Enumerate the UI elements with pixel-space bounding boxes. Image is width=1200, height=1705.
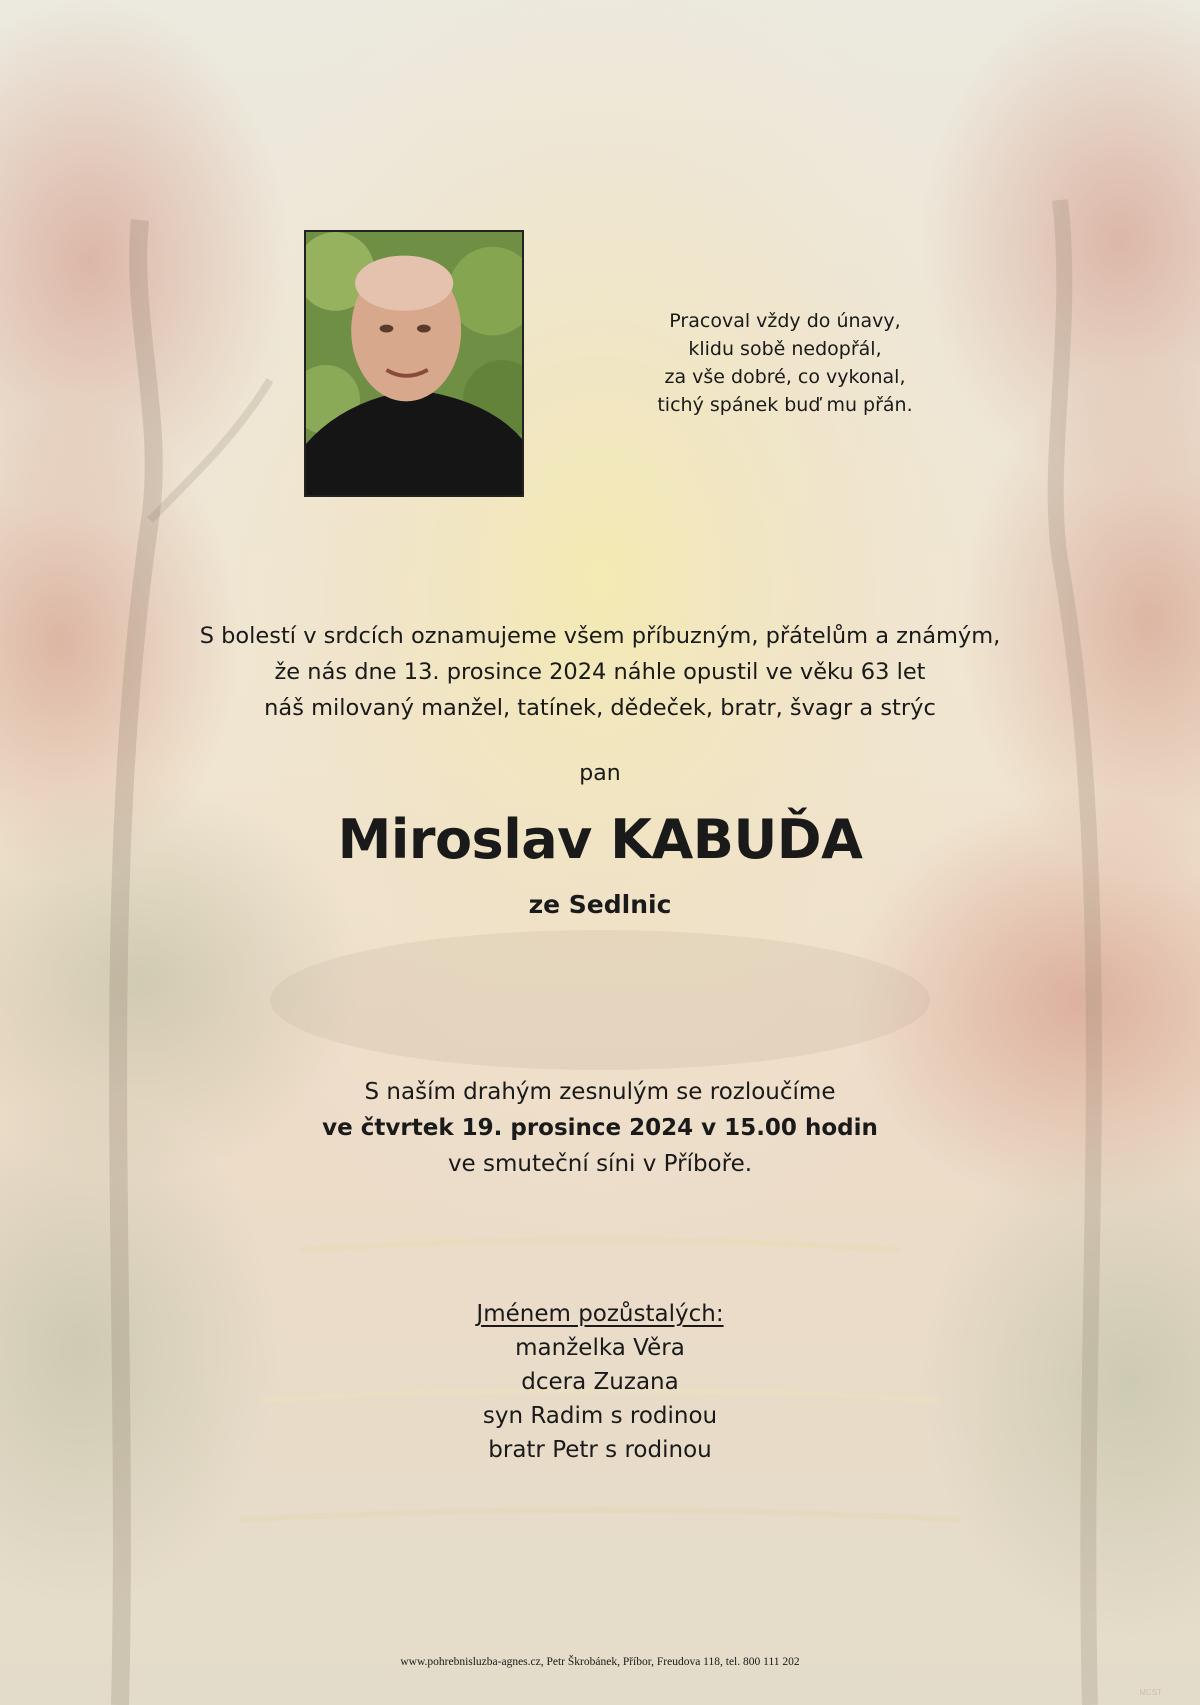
announcement-line: že nás dne 13. prosince 2024 náhle opustil ve věku 63 let [274, 659, 926, 685]
survivors-heading: Jménem pozůstalých: [476, 1301, 724, 1327]
announcement-line: S bolestí v srdcích oznamujeme všem příbuzným, přátelům a známým, [199, 623, 1001, 649]
verse-line: Pracoval vždy do únavy, [669, 310, 901, 332]
funeral-place: ve smuteční síni v Příboře. [447, 1151, 753, 1177]
verse-line: tichý spánek buď mu přán. [657, 394, 913, 416]
funeral-details [0, 1074, 1200, 1182]
farewell-intro: S naším drahým zesnulým se rozloučíme [364, 1079, 836, 1105]
survivors-list [0, 1297, 1200, 1467]
deceased-name: Miroslav KABUĎA [337, 808, 863, 871]
memorial-verse [620, 307, 950, 419]
watermark: MCST [1139, 1688, 1162, 1697]
survivor-name: manželka Věra [515, 1335, 685, 1361]
survivor-name: bratr Petr s rodinou [488, 1437, 712, 1463]
salutation: pan [579, 761, 621, 786]
survivor-name: dcera Zuzana [521, 1369, 679, 1395]
funeral-date-time: ve čtvrtek 19. prosince 2024 v 15.00 hodin [322, 1115, 878, 1141]
deceased-portrait [304, 230, 524, 497]
verse-line: za vše dobré, co vykonal, [664, 366, 906, 388]
deceased-origin: ze Sedlnic [528, 890, 672, 919]
announcement-text [100, 618, 1100, 726]
survivor-name: syn Radim s rodinou [482, 1403, 718, 1429]
announcement-line: náš milovaný manžel, tatínek, dědeček, bratr, švagr a strýc [264, 695, 936, 721]
funeral-service-footer: www.pohrebnisluzba-agnes.cz, Petr Škrobánek, Příbor, Freudova 118, tel. 800 111 202 [400, 1656, 800, 1668]
verse-line: klidu sobě nedopřál, [688, 338, 882, 360]
